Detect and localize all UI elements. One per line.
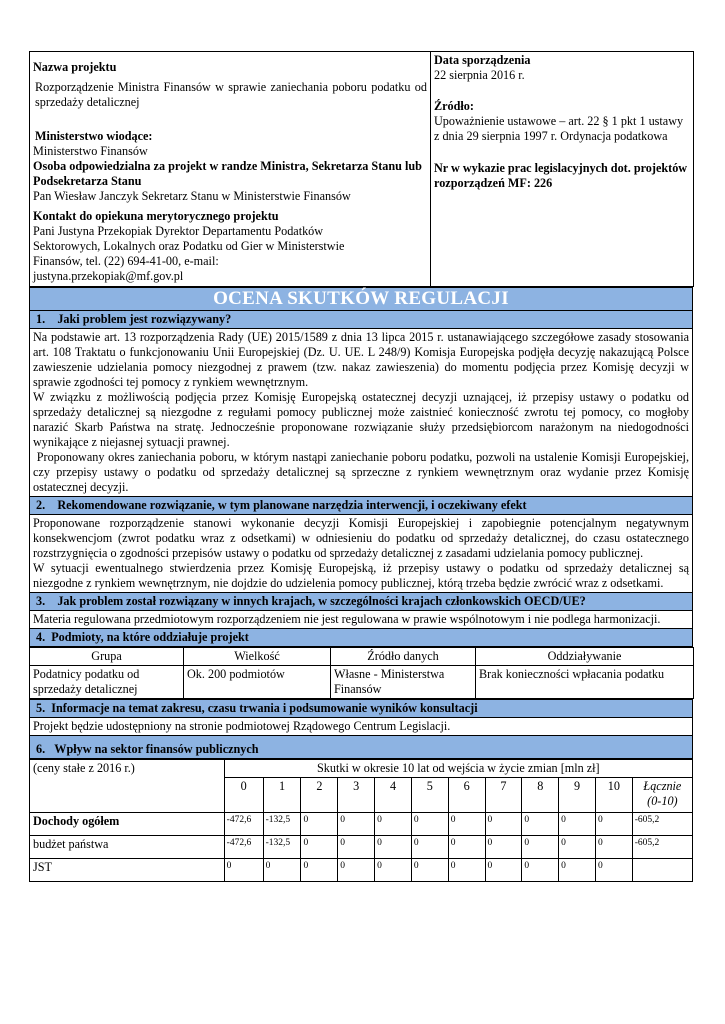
fiscal-value: -472,6 xyxy=(224,813,263,836)
fiscal-value: 0 xyxy=(485,859,522,882)
fiscal-value: 0 xyxy=(224,859,263,882)
section-1-paragraph: W związku z możliwością podjęcia przez Komisję Europejską ostatecznej decyzji uznającej, iż przepisy ustawy o podatku od sprzedaży detalicznej są niezgodne z regułami pomocy publicznej może zaistnieć konieczność zwrotu tej pomocy, co mogłoby narazić Skarb Państwa na stratę. Jednocześnie proponowane rozwiązanie służy przedsiębiorcom narażonym na niedogodności wynikające z niejasnej sytuacji prawnej. xyxy=(33,390,689,449)
fiscal-value: 0 xyxy=(411,836,448,859)
year-header: 3 xyxy=(338,778,375,813)
fiscal-value: 0 xyxy=(448,859,485,882)
section-3-paragraph: Materia regulowana przedmiotowym rozporządzeniem nie jest regulowana w prawie wspólnotowym i nie podlega harmonizacji. xyxy=(33,612,661,626)
section-6-heading: 6. Wpływ na sektor finansów publicznych xyxy=(30,736,693,759)
osr-title: OCENA SKUTKÓW REGULACJI xyxy=(30,288,693,311)
fiscal-value: 0 xyxy=(448,836,485,859)
fiscal-value: 0 xyxy=(301,836,338,859)
contact-value: Pani Justyna Przekopiak Dyrektor Departamentu Podatków Sektorowych, Lokalnych oraz Podatku od Gier w Ministerstwie Finansów, tel. (22) 694-41-00, e-mail: justyna.przekopiak@mf.gov.pl xyxy=(33,224,345,283)
fiscal-value: 0 xyxy=(522,859,559,882)
osr-document xyxy=(29,51,693,882)
fiscal-value: 0 xyxy=(411,859,448,882)
fiscal-value: 0 xyxy=(375,813,412,836)
stakeholders-header: Oddziaływanie xyxy=(476,648,694,666)
year-header: 10 xyxy=(595,778,632,813)
fiscal-row-label: Dochody ogółem xyxy=(30,813,225,836)
section-1-paragraph: Na podstawie art. 13 rozporządzenia Rady (UE) 2015/1589 z dnia 13 lipca 2015 r. ustanawiającego szczegółowe zasady stosowania art. 108 Traktatu o funkcjonowaniu Unii Europejskiej (Dz. U. UE. L 248/9) Komisja Europejska podjęła decyzję nakazującą Polsce zawieszenie udzielania pomocy niezgodnej z prawem (tzw. nakaz zawieszenia) do momentu podjęcia przez Komisję decyzji w sprawie zgodności tej pomocy z rynkiem wewnętrznym. xyxy=(33,330,689,389)
fiscal-value: 0 xyxy=(375,859,412,882)
fiscal-total: -605,2 xyxy=(632,813,692,836)
fiscal-row xyxy=(30,836,693,859)
fiscal-value: 0 xyxy=(411,813,448,836)
section-1-heading: 1. Jaki problem jest rozwiązywany? xyxy=(30,311,693,329)
section-4-heading: 4. Podmioty, na które oddziałuje projekt xyxy=(30,629,693,647)
section-2-paragraph: W sytuacji ewentualnego stwierdzenia przez Komisję Europejską, iż przepisy ustawy o podatku od sprzedaży detalicznej są niezgodne z rynkiem wewnętrznym, nie dojdzie do udzielenia pomocy publicznej, którą trzeba będzie zwrócić wraz z odsetkami. xyxy=(33,561,689,590)
date-value: 22 sierpnia 2016 r. xyxy=(434,68,525,82)
project-name-label: Nazwa projektu xyxy=(33,60,117,74)
section-1-body xyxy=(30,329,693,497)
stakeholders-cell: Brak konieczności wpłacania podatku xyxy=(476,666,694,699)
legislative-number: Nr w wykazie prac legislacyjnych dot. projektów rozporządzeń MF: 226 xyxy=(434,161,688,190)
fiscal-value: 0 xyxy=(595,859,632,882)
osr-table xyxy=(29,287,693,647)
fiscal-value: 0 xyxy=(338,859,375,882)
header-left-cell xyxy=(30,52,431,287)
section-5-body xyxy=(30,718,693,736)
fiscal-value: -132,5 xyxy=(263,836,301,859)
stakeholders-header: Wielkość xyxy=(184,648,331,666)
section-5-paragraph: Projekt będzie udostępniony na stronie podmiotowej Rządowego Centrum Legislacji. xyxy=(33,719,451,733)
source-label: Źródło: xyxy=(434,99,474,113)
date-label: Data sporządzenia xyxy=(434,53,531,67)
section-2-paragraph: Proponowane rozporządzenie stanowi wykonanie decyzji Komisji Europejskiej i zapobiegnie potencjalnym negatywnym konsekwencjom (zwrot podatku wraz z odsetkami) w odniesieniu do podatku od sprzedaży detalicznej, do czasu ostatecznego rozstrzygnięcia o zgodności przepisów ustawy o podatku od sprzedaży detalicznej z zasadami udzielania pomocy publicznej. xyxy=(33,516,689,560)
section-3-heading: 3. Jak problem został rozwiązany w innych krajach, w szczególności krajach członkowskich OECD/UE? xyxy=(30,593,693,611)
fiscal-value: 0 xyxy=(338,813,375,836)
stakeholders-header: Źródło danych xyxy=(331,648,476,666)
contact-label: Kontakt do opiekuna merytorycznego projektu xyxy=(33,209,279,223)
fiscal-total xyxy=(632,859,692,882)
stakeholders-cell: Ok. 200 podmiotów xyxy=(184,666,331,699)
effects-header: Skutki w okresie 10 lat od wejścia w życie zmian [mln zł] xyxy=(224,760,692,778)
fiscal-value: -472,6 xyxy=(224,836,263,859)
ministry-label: Ministerstwo wiodące: xyxy=(35,129,153,143)
year-header: 8 xyxy=(522,778,559,813)
year-header: 9 xyxy=(559,778,596,813)
stakeholders-cell: Własne - Ministerstwa Finansów xyxy=(331,666,476,699)
ministry-value: Ministerstwo Finansów xyxy=(33,144,148,158)
fiscal-value: 0 xyxy=(595,836,632,859)
fiscal-value: 0 xyxy=(485,836,522,859)
fiscal-value: -132,5 xyxy=(263,813,301,836)
section-3-body xyxy=(30,611,693,629)
fiscal-value: 0 xyxy=(559,836,596,859)
fiscal-value: 0 xyxy=(485,813,522,836)
header-right-cell xyxy=(431,52,694,287)
fiscal-value: 0 xyxy=(559,813,596,836)
total-header: Łącznie (0-10) xyxy=(632,778,692,813)
fiscal-value: 0 xyxy=(375,836,412,859)
section-1-paragraph: Proponowany okres zaniechania poboru, w którym nastąpi zaniechanie poboru podatku, pozwoli na ustalenie Komisji Europejskiej, czy przepisy ustawy o podatku od sprzedaży detalicznej są sprzeczne z rynkiem wewnętrznym oraz wydanie przez Komisję ostatecznej decyzji. xyxy=(33,450,689,494)
fiscal-row-label: JST xyxy=(30,859,225,882)
stakeholders-table xyxy=(29,647,694,699)
stakeholders-cell: Podatnicy podatku od sprzedaży detalicznej xyxy=(30,666,184,699)
fiscal-value: 0 xyxy=(559,859,596,882)
fiscal-value: 0 xyxy=(301,813,338,836)
year-header: 5 xyxy=(411,778,448,813)
source-value: Upoważnienie ustawowe – art. 22 § 1 pkt 1 ustawy z dnia 29 sierpnia 1997 r. Ordynacja podatkowa xyxy=(434,114,684,143)
fiscal-impact-table xyxy=(29,759,693,882)
fixed-prices-note: (ceny stałe z 2016 r.) xyxy=(30,760,225,813)
header-table xyxy=(29,51,694,287)
fiscal-value: 0 xyxy=(522,813,559,836)
year-header: 1 xyxy=(263,778,301,813)
fiscal-row xyxy=(30,813,693,836)
stakeholders-header: Grupa xyxy=(30,648,184,666)
project-name-value: Rozporządzenie Ministra Finansów w sprawie zaniechania poboru podatku od sprzedaży detalicznej xyxy=(35,80,427,109)
fiscal-value: 0 xyxy=(595,813,632,836)
section-2-body xyxy=(30,515,693,593)
section-5-heading: 5. Informacje na temat zakresu, czasu trwania i podsumowanie wyników konsultacji xyxy=(30,700,693,718)
fiscal-value: 0 xyxy=(522,836,559,859)
year-header: 2 xyxy=(301,778,338,813)
fiscal-value: 0 xyxy=(301,859,338,882)
year-header: 6 xyxy=(448,778,485,813)
responsible-person-label: Osoba odpowiedzialna za projekt w randze Ministra, Sekretarza Stanu lub Podsekretarza Stanu xyxy=(33,159,422,188)
section-2-heading: 2. Rekomendowane rozwiązanie, w tym planowane narzędzia interwencji, i oczekiwany efekt xyxy=(30,497,693,515)
fiscal-value: 0 xyxy=(448,813,485,836)
fiscal-value: 0 xyxy=(263,859,301,882)
osr-table-continued xyxy=(29,699,693,759)
responsible-person-value: Pan Wiesław Janczyk Sekretarz Stanu w Ministerstwie Finansów xyxy=(33,189,351,203)
fiscal-row-label: budżet państwa xyxy=(30,836,225,859)
fiscal-value: 0 xyxy=(338,836,375,859)
year-header: 7 xyxy=(485,778,522,813)
fiscal-row xyxy=(30,859,693,882)
fiscal-total: -605,2 xyxy=(632,836,692,859)
year-header: 4 xyxy=(375,778,412,813)
year-header: 0 xyxy=(224,778,263,813)
